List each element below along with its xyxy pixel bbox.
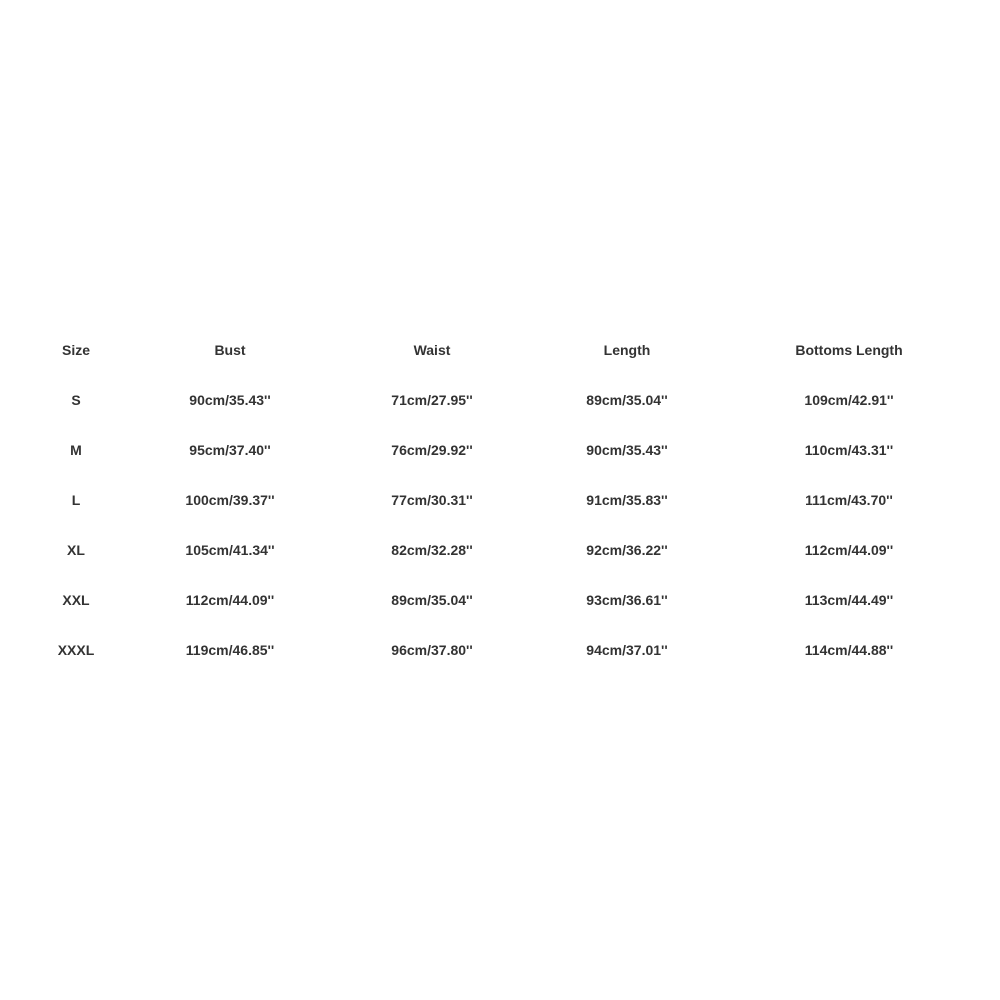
bust-cell: 112cm/44.09'' <box>185 592 275 608</box>
size-cell: XXL <box>62 592 90 608</box>
bottoms-length-cell: 114cm/44.88'' <box>804 642 894 658</box>
header-bottoms-length: Bottoms Length <box>795 342 903 358</box>
waist-cell: 96cm/37.80'' <box>391 642 473 658</box>
header-row <box>0 325 1000 375</box>
header-bust: Bust <box>214 342 246 358</box>
table-row <box>0 425 1000 475</box>
length-cell: 93cm/36.61'' <box>586 592 668 608</box>
length-cell: 89cm/35.04'' <box>586 392 668 408</box>
waist-cell: 76cm/29.92'' <box>391 442 473 458</box>
bottoms-length-cell: 113cm/44.49'' <box>804 592 894 608</box>
size-cell: XXXL <box>57 642 95 658</box>
waist-cell: 82cm/32.28'' <box>391 542 473 558</box>
size-cell: M <box>70 442 82 458</box>
table-row <box>0 475 1000 525</box>
length-cell: 91cm/35.83'' <box>586 492 668 508</box>
table-row <box>0 575 1000 625</box>
bust-cell: 100cm/39.37'' <box>185 492 275 508</box>
header-length: Length <box>603 342 651 358</box>
size-chart-table <box>0 325 1000 675</box>
size-cell: L <box>71 492 81 508</box>
bottoms-length-cell: 109cm/42.91'' <box>804 392 894 408</box>
length-cell: 90cm/35.43'' <box>586 442 668 458</box>
length-cell: 92cm/36.22'' <box>586 542 668 558</box>
table-row <box>0 625 1000 675</box>
bust-cell: 95cm/37.40'' <box>189 442 271 458</box>
bust-cell: 90cm/35.43'' <box>189 392 271 408</box>
table-row <box>0 375 1000 425</box>
bottoms-length-cell: 110cm/43.31'' <box>804 442 894 458</box>
size-cell: S <box>71 392 81 408</box>
waist-cell: 89cm/35.04'' <box>391 592 473 608</box>
header-waist: Waist <box>413 342 451 358</box>
bottoms-length-cell: 111cm/43.70'' <box>805 492 893 508</box>
bottoms-length-cell: 112cm/44.09'' <box>804 542 894 558</box>
waist-cell: 77cm/30.31'' <box>391 492 473 508</box>
bust-cell: 105cm/41.34'' <box>185 542 275 558</box>
bust-cell: 119cm/46.85'' <box>185 642 275 658</box>
header-size: Size <box>61 342 90 358</box>
waist-cell: 71cm/27.95'' <box>391 392 473 408</box>
size-cell: XL <box>67 542 85 558</box>
table-row <box>0 525 1000 575</box>
length-cell: 94cm/37.01'' <box>586 642 668 658</box>
